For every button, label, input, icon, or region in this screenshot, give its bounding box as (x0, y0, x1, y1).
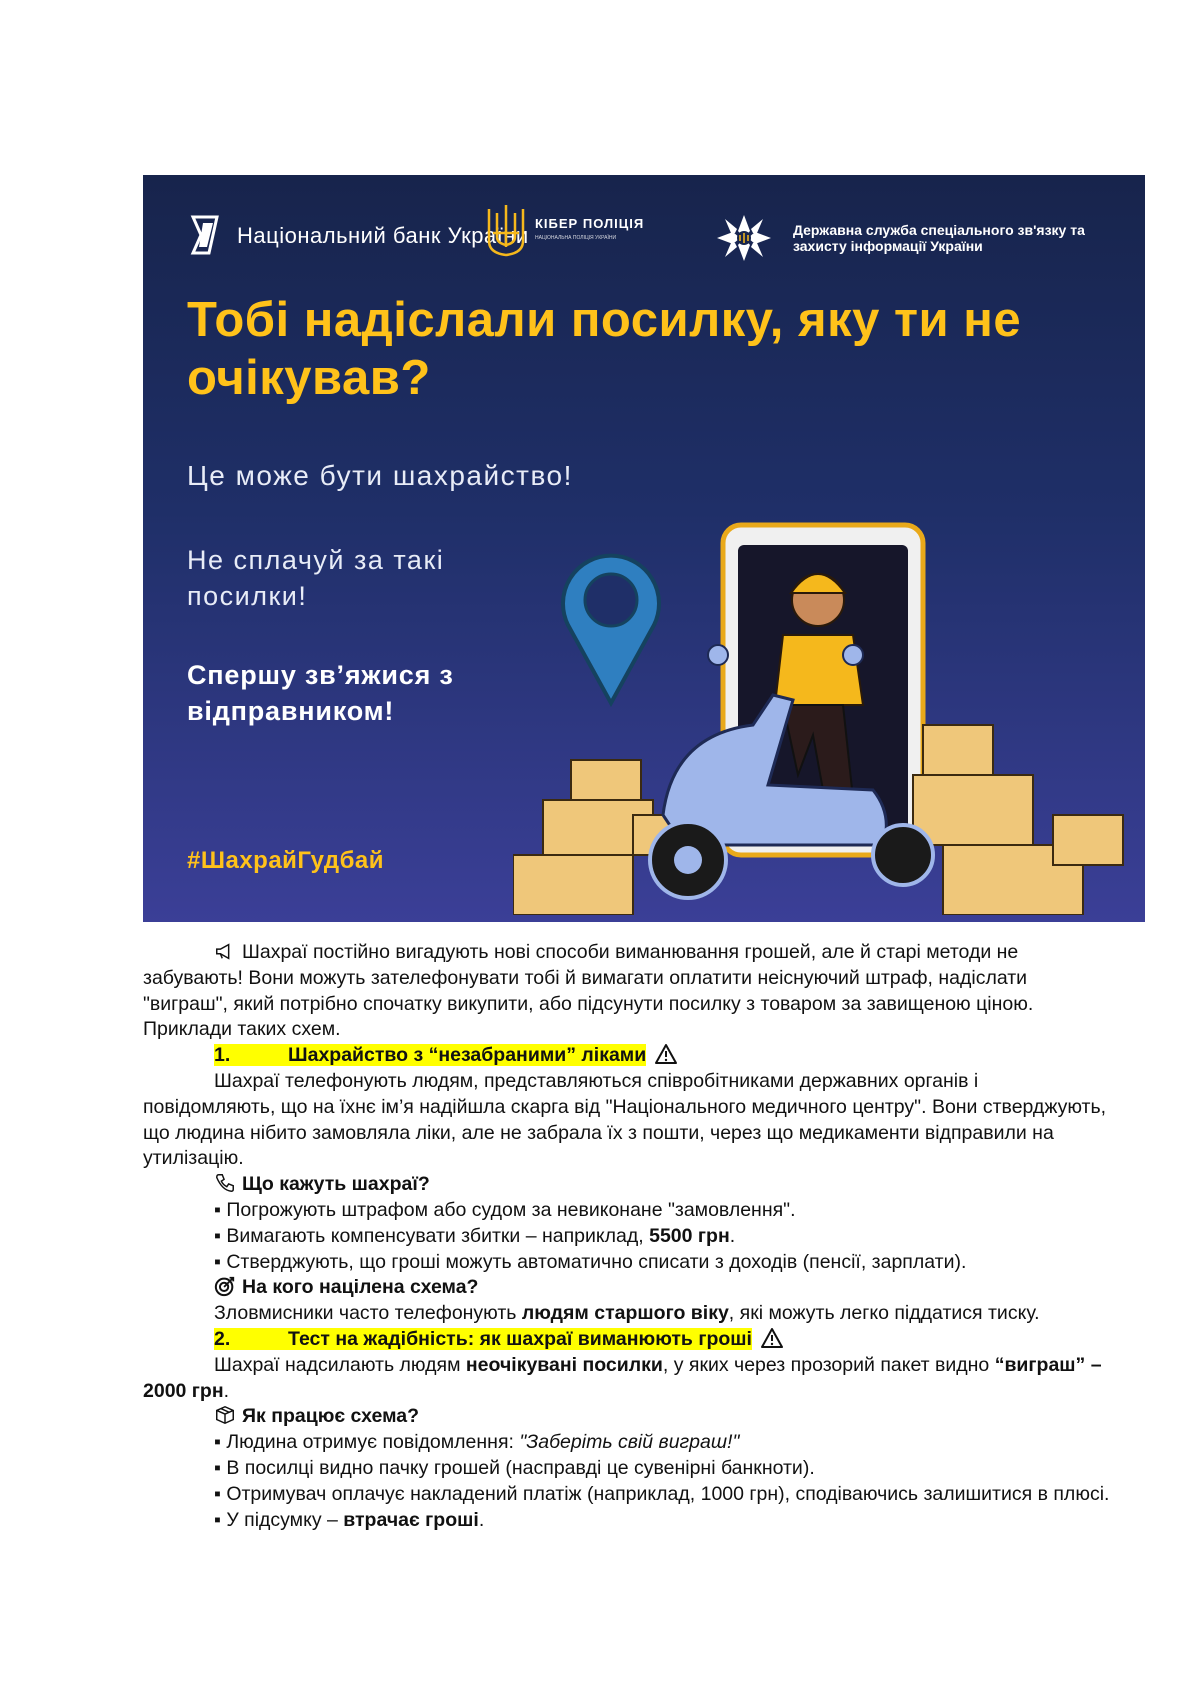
section-1-subheading-say (143, 1172, 1113, 1198)
warning-icon (654, 1043, 678, 1065)
phone-icon (214, 1172, 236, 1194)
section-1-bullet: ▪ Погрожують штрафом або судом за невиконане "замовлення". (214, 1198, 796, 1221)
section-1-title: Шахрайство з “незабраними” ліками (288, 1044, 647, 1067)
section-1-body: Шахраї телефонують людям, представляються співробітниками державних органів і повідомляють, що на їхнє ім’я надійшла скарга від "Національного медичного центру". Вони стверджують, що людина нібито замовляла ліки, але не забрала їх з пошти, через що медикаменти відправили на утилізацію. (143, 1069, 1107, 1170)
section-2-bullet: ▪ У підсумку – втрачає гроші. (214, 1508, 485, 1531)
section-2-bullet: ▪ Людина отримує повідомлення: "Заберіть свій виграш!" (214, 1431, 740, 1454)
sszzi-name: Державна служба спеціального зв'язку та захисту інформації України (793, 222, 1085, 254)
banner-headline: Тобі надіслали посилку, яку ти не очікував? (187, 293, 1022, 405)
nbu-emblem-icon (187, 215, 223, 255)
section-2-subheading-how (143, 1404, 1113, 1430)
section-2-heading (143, 1327, 1113, 1353)
section-2-bullet: ▪ В посилці видно пачку грошей (насправді це сувенірні банкноти). (214, 1456, 815, 1479)
target-icon (214, 1275, 236, 1297)
package-icon (214, 1404, 236, 1426)
cyberpolice-logo (485, 203, 644, 259)
banner-warning: Це може бути шахрайство! (187, 460, 573, 491)
campaign-banner (143, 175, 1145, 922)
nbu-logo (187, 215, 529, 255)
section-2-title: Тест на жадібність: як шахраї виманюють гроші (288, 1327, 752, 1350)
section-2-number: 2. (214, 1327, 231, 1350)
megaphone-icon (214, 940, 236, 962)
intro-text: Шахраї постійно вигадують нові способи виманювання грошей, але й старі методи не забувають! Вони можуть зателефонувати тобі й вимагати оплатити неіснуючий штраф, надіслати "виграш", який потрібно спочатку викупити, або підсунути посилку з товаром за завищеною ціною. Приклади таких схем. (143, 941, 1034, 1041)
section-2-how-title: Як працює схема? (242, 1405, 420, 1428)
sszzi-emblem-icon (715, 213, 773, 263)
sszzi-logo (715, 213, 1103, 263)
section-1-target-title: На кого націлена схема? (242, 1276, 479, 1299)
nbu-name: Національний банк України (237, 222, 529, 248)
section-1-heading (143, 1043, 1113, 1069)
section-1-target-text: Зловмисники часто телефонують людям старшого віку, які можуть легко піддатися тиску. (214, 1302, 1040, 1325)
section-1-bullet: ▪ Стверджують, що гроші можуть автоматично списати з доходів (пенсії, зарплати). (214, 1250, 967, 1273)
banner-hashtag: #ШахрайГудбай (187, 847, 385, 874)
banner-call-to-action: Спершу зв’яжися з відправником! (187, 660, 454, 726)
section-1-subheading-target (143, 1275, 1113, 1301)
partner-logos (187, 203, 1107, 273)
warning-icon (760, 1327, 784, 1349)
location-pin-icon (563, 556, 659, 703)
section-1-number: 1. (214, 1044, 231, 1067)
section-2-body: Шахраї надсилають людям неочікувані посилки, у яких через прозорий пакет видно “виграш” – 2000 грн. (143, 1353, 1102, 1402)
police-name: КІБЕР ПОЛІЦІЯ (535, 216, 645, 231)
courier-scooter-illustration (513, 515, 1133, 915)
intro-paragraph (143, 940, 1113, 1043)
banner-advice: Не сплачуй за такі посилки! (187, 545, 445, 611)
police-subtitle: НАЦІОНАЛЬНА ПОЛІЦІЯ УКРАЇНИ (535, 235, 617, 241)
article-body (143, 940, 1113, 1533)
section-2-bullet: ▪ Отримувач оплачує накладений платіж (наприклад, 1000 грн), сподіваючись залишитися в плюсі. (214, 1482, 1110, 1505)
section-1-say-title: Що кажуть шахраї? (242, 1173, 430, 1196)
trident-icon (485, 203, 527, 259)
section-1-bullet: ▪ Вимагають компенсувати збитки – наприклад, 5500 грн. (214, 1224, 736, 1247)
